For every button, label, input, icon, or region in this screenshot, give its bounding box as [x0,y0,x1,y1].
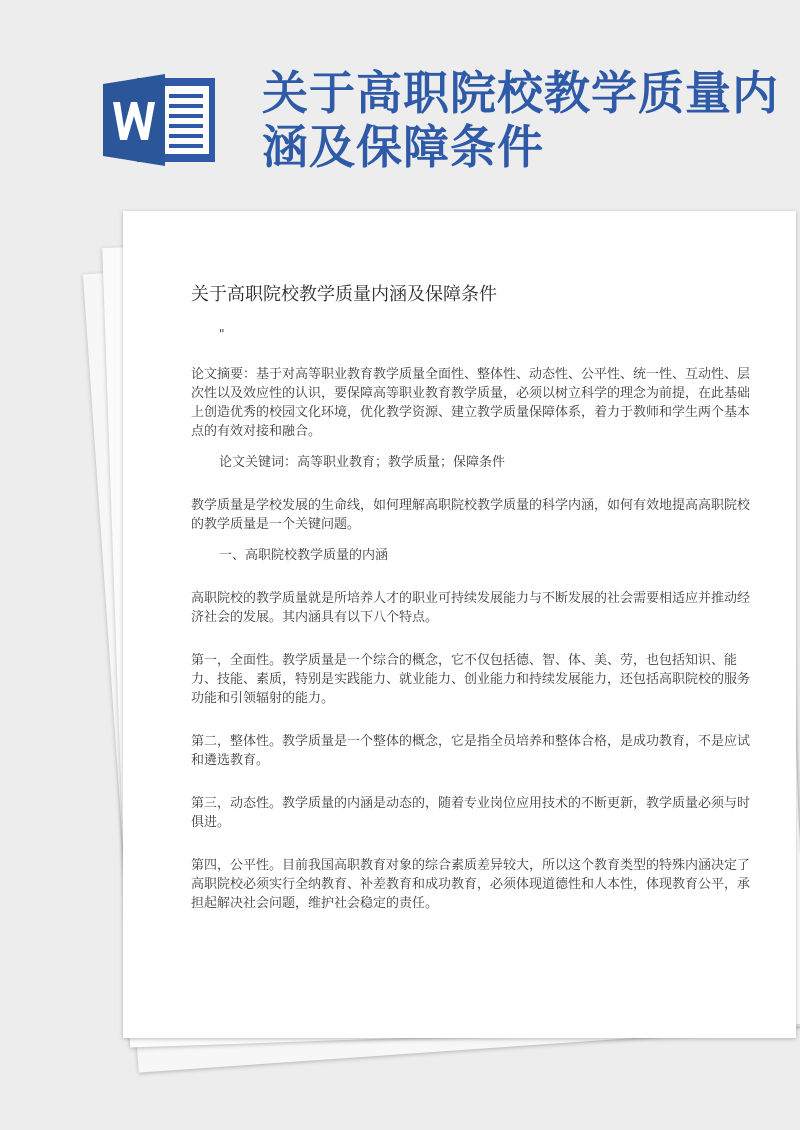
point-paragraph: 第四，公平性。目前我国高职教育对象的综合素质差异较大，所以这个教育类型的特殊内涵决定了高职院校必须实行全纳教育、补差教育和成功教育，必须体现道德性和人本性，体现教育公平，承担起解决社会问题，维护社会稳定的责任。 [191,858,751,911]
point-paragraph: 第三，动态性。教学质量的内涵是动态的，随着专业岗位应用技术的不断更新，教学质量必须与时俱进。 [191,796,751,830]
abstract-paragraph: 论文摘要：基于对高等职业教育教学质量全面性、整体性、动态性、公平性、统一性、互动性、层次性以及效应性的认识，要保障高等职业教育教学质量，必须以树立科学的理念为前提，在此基础上创造优秀的校园文化环境，优化教学资源、建立教学质量保障体系，着力于教师和学生两个基本点的有效对接和融合。 [191,367,751,439]
document-body [191,283,759,925]
banner-title: 关于高职院校教学质量内涵及保障条件 [262,66,779,174]
intro-paragraph: 教学质量是学校发展的生命线，如何理解高职院校教学质量的科学内涵，如何有效地提高高职院校的教学质量是一个关键问题。 [191,498,751,532]
word-document-icon [103,74,218,166]
section-heading: 一、高职院校教学质量的内涵 [219,548,389,563]
keywords-paragraph: 论文关键词：高等职业教育；教学质量；保障条件 [219,455,506,470]
section-intro-paragraph: 高职院校的教学质量就是所培养人才的职业可持续发展能力与不断发展的社会需要相适应并推动经济社会的发展。其内涵具有以下八个特点。 [191,591,751,625]
document-page [123,211,796,1038]
point-paragraph: 第一，全面性。教学质量是一个综合的概念，它不仅包括德、智、体、美、劳，也包括知识、能力、技能、素质，特别是实践能力、就业能力、创业能力和持续发展能力，还包括高职院校的服务功能和引领辐射的能力。 [191,653,751,706]
quote-mark: " [219,327,225,341]
document-title: 关于高职院校教学质量内涵及保障条件 [191,284,497,305]
point-paragraph: 第二，整体性。教学质量是一个整体的概念，它是指全员培养和整体合格，是成功教育，不是应试和遴选教育。 [191,734,751,768]
